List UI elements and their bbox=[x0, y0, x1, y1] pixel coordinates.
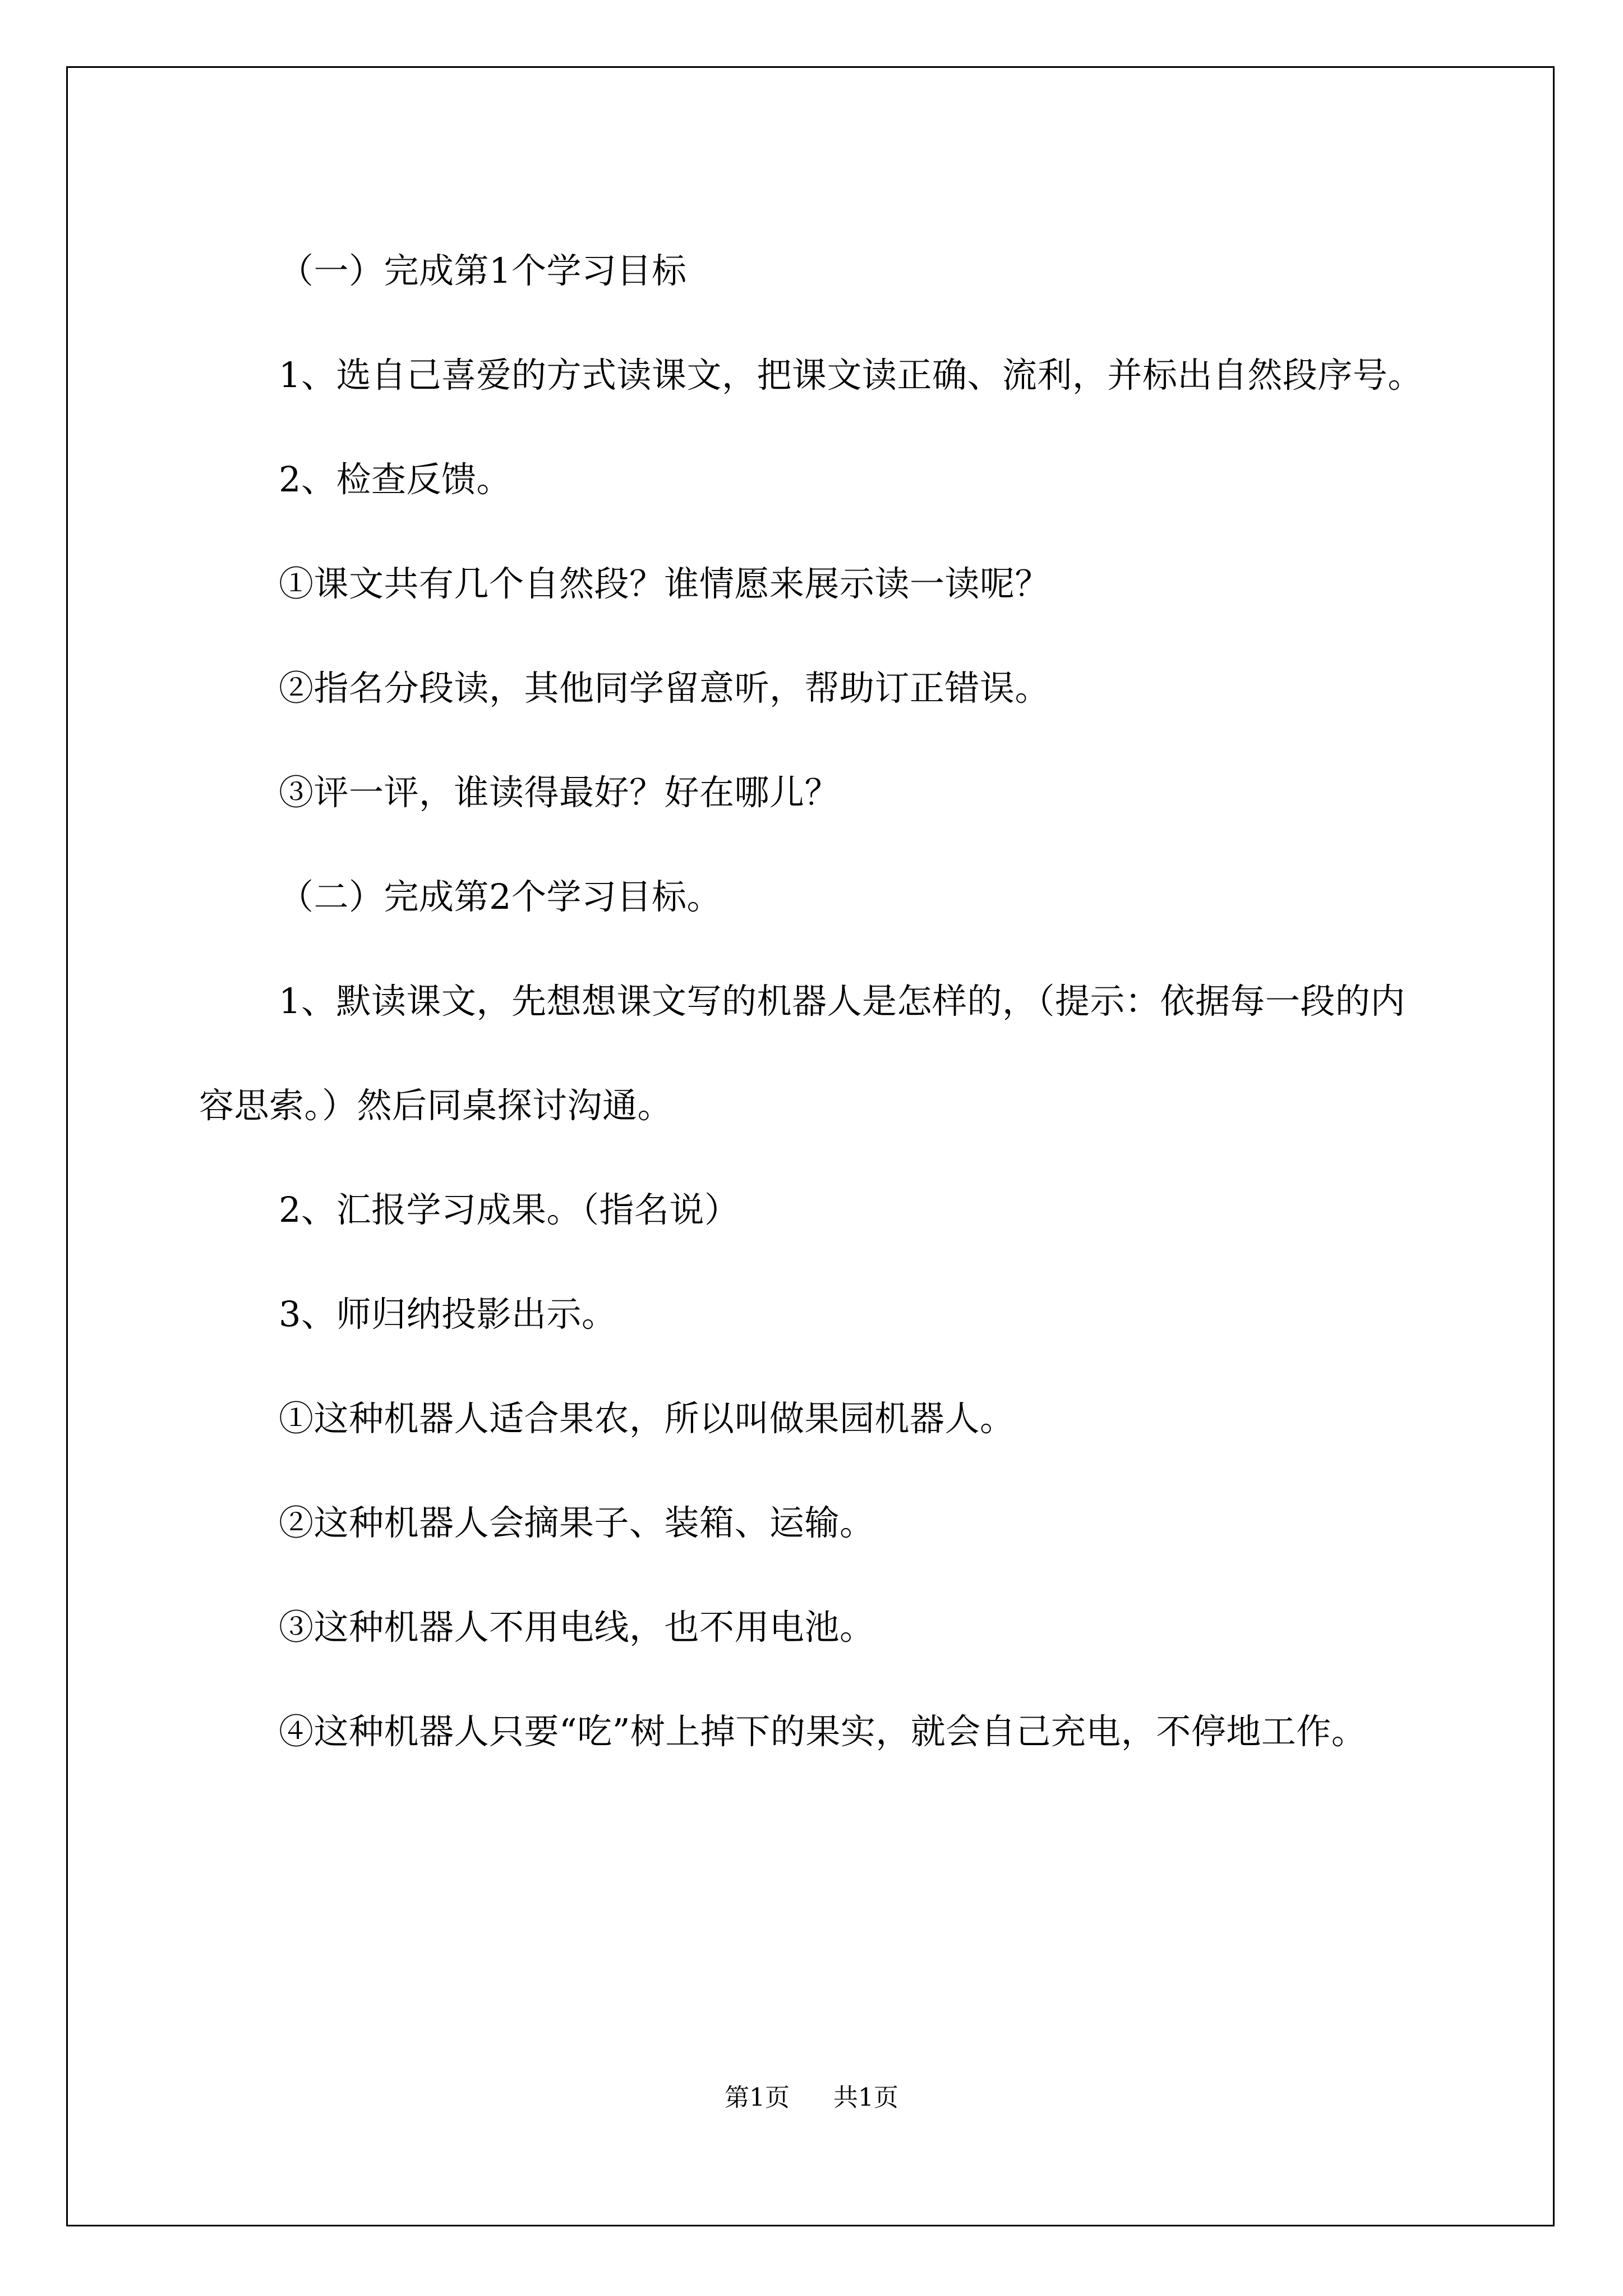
paragraph-item: ③这种机器人不用电线，也不用电池。 bbox=[279, 1607, 875, 1648]
paragraph-item: 2、汇报学习成果。（指名说） bbox=[279, 1189, 740, 1230]
section-heading-1: （一）完成第1个学习目标 bbox=[279, 250, 687, 291]
paragraph-item: 3、师归纳投影出示。 bbox=[279, 1294, 617, 1335]
paragraph-item: 1、默读课文，先想想课文写的机器人是怎样的，（提示：依据每一段的内容思索。）然后同桌探讨沟通。 bbox=[199, 981, 1405, 1126]
paragraph-item: ③评一评，谁读得最好？好在哪儿？ bbox=[279, 772, 840, 813]
page-number-total: 共1页 bbox=[833, 2083, 898, 2112]
paragraph-item: ①课文共有几个自然段？谁情愿来展示读一读呢？ bbox=[279, 563, 1050, 604]
document-body bbox=[199, 219, 1433, 1784]
paragraph-item: ①这种机器人适合果农，所以叫做果园机器人。 bbox=[279, 1398, 1015, 1439]
paragraph-item: ②指名分段读，其他同学留意听，帮助订正错误。 bbox=[279, 668, 1050, 708]
paragraph-item: ②这种机器人会摘果子、装箱、运输。 bbox=[279, 1502, 875, 1543]
section-heading-2: （二）完成第2个学习目标。 bbox=[279, 876, 722, 917]
paragraph-item: 1、选自己喜爱的方式读课文，把课文读正确、流利，并标出自然段序号。 bbox=[279, 355, 1423, 395]
page-number-current: 第1页 bbox=[725, 2083, 790, 2112]
paragraph-item: 2、检查反馈。 bbox=[279, 459, 511, 500]
paragraph-item: ④这种机器人只要“吃”树上掉下的果实，就会自己充电，不停地工作。 bbox=[279, 1711, 1367, 1752]
page-footer bbox=[0, 2081, 1623, 2115]
